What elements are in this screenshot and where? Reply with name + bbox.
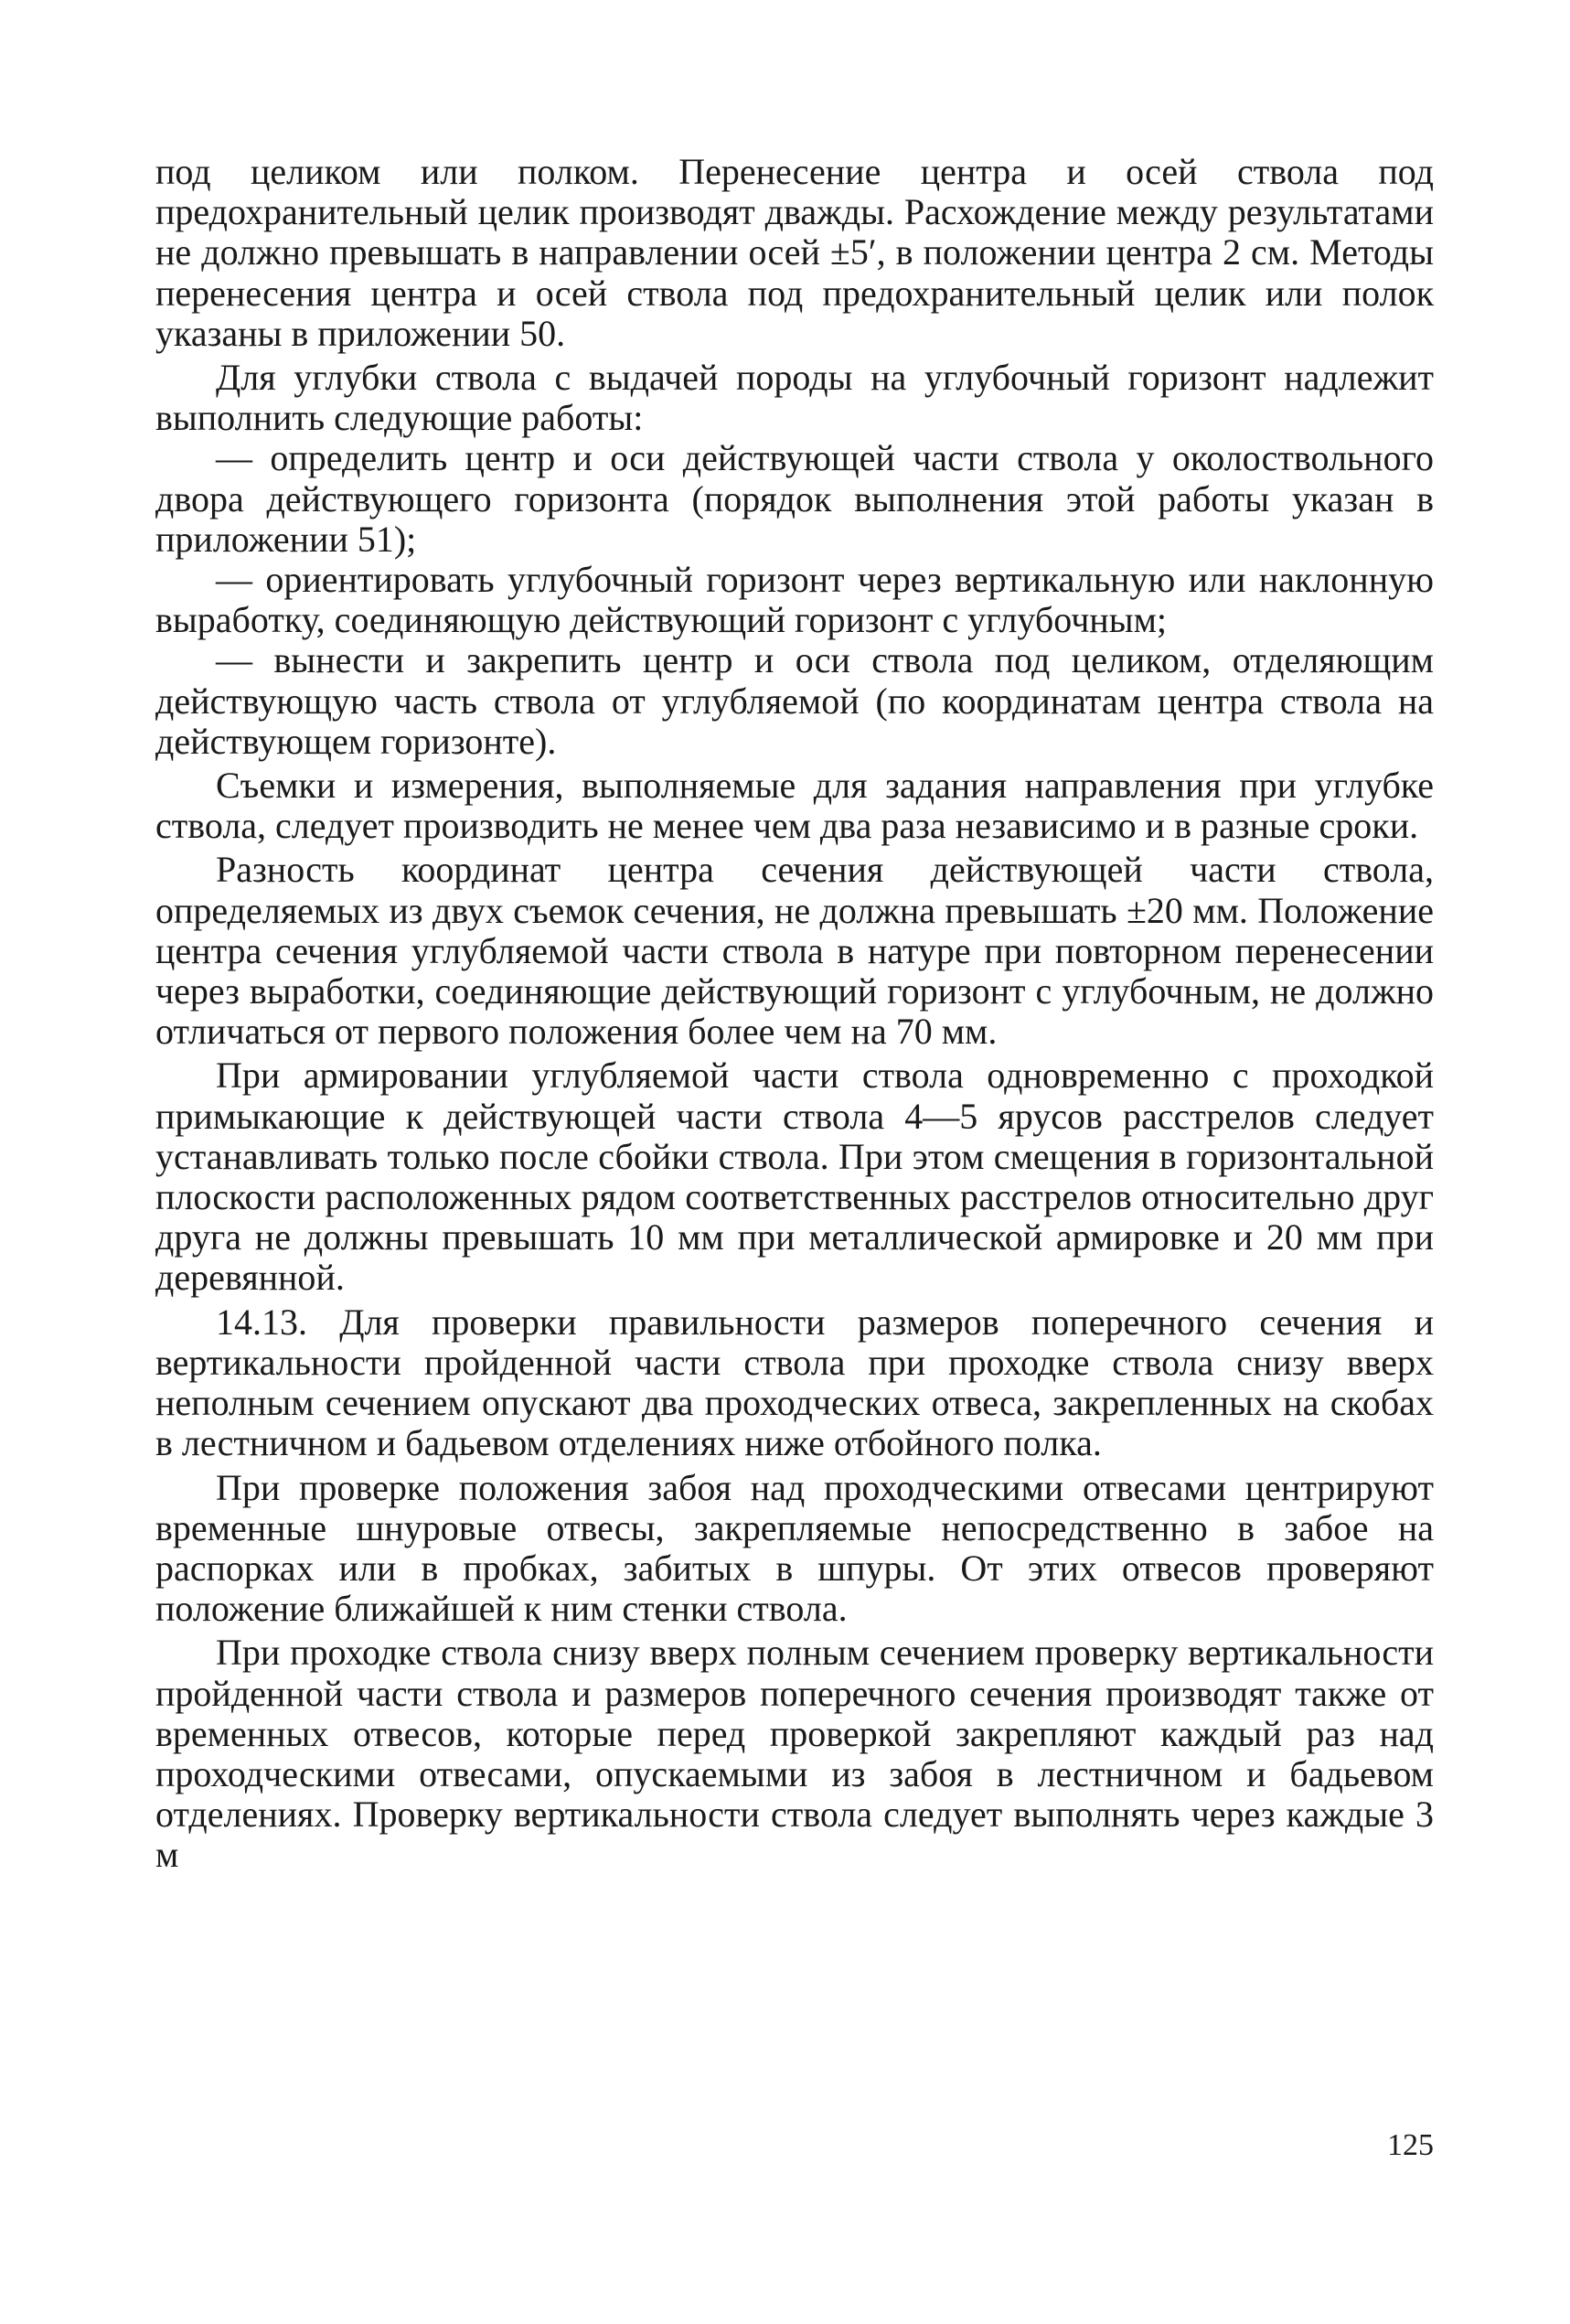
paragraph-section-14-13: 14.13. Для проверки правильности размеров поперечного сечения и вертикальности пройденной части ствола при проходке ствола снизу вверх неполным сечением опускают два проходческих отвеса, закрепленных на скобах в лестничном и бадьевом отделениях ниже отбойного полка. [155, 1301, 1434, 1464]
paragraph-deepening-works: Для углубки ствола с выдачей породы на углубочный горизонт надлежит выполнить следующие работы: [155, 357, 1434, 439]
page-number: 125 [1387, 2128, 1434, 2162]
paragraph-face-check: При проверке положения забоя над проходческими отвесами центрируют временные шнуровые отвесы, закрепляемые непосредственно в забое на распорках или в пробках, забитых в шпуры. От этих отвесов проверяют положение ближайшей к ним стенки ствола. [155, 1466, 1434, 1630]
text-column [155, 152, 1434, 1876]
paragraph-reinforcement: При армировании углубляемой части ствола одновременно с проходкой примыкающие к действующей части ствола 4—5 ярусов расстрелов следует устанавливать только после сбойки ствола. При этом смещения в горизонтальной плоскости расположенных рядом соответственных расстрелов относительно друг друга не должны превышать 10 мм при металлической армировке и 20 мм при деревянной. [155, 1055, 1434, 1299]
paragraph-full-section: При проходке ствола снизу вверх полным сечением проверку вертикальности пройденной части ствола и размеров поперечного сечения производят также от временных отвесов, которые перед проверкой закрепляют каждый раз над проходческими отвесами, опускаемыми из забоя в лестничном и бадьевом отделениях. Проверку вертикальности ствола следует выполнять через каждые 3 м [155, 1632, 1434, 1876]
list-item-determine-center: — определить центр и оси действующей части ствола у околоствольного двора действующего горизонта (порядок выполнения этой работы указан в приложении 51); [155, 437, 1434, 560]
list-item-orient-horizon: — ориентировать углубочный горизонт через вертикальную или наклонную выработку, соединяющую действующий горизонт с углубочным; [155, 559, 1434, 641]
paragraph-surveys: Съемки и измерения, выполняемые для задания направления при углубке ствола, следует производить не менее чем два раза независимо и в разные сроки. [155, 765, 1434, 847]
paragraph-continuation: под целиком или полком. Перенесение центра и осей ствола под предохранительный целик производят дважды. Расхождение между результатами не должно превышать в направлении осей ±5′, в положении центра 2 см. Методы перенесения центра и осей ствола под предохранительный целик или полок указаны в приложении 50. [155, 151, 1434, 354]
list-item-transfer-center: — вынести и закрепить центр и оси ствола под целиком, отделяющим действующую часть ствола от углубляемой (по координатам центра ствола на действующем горизонте). [155, 639, 1434, 762]
paragraph-coordinate-difference: Разность координат центра сечения действующей части ствола, определяемых из двух съемок сечения, не должна превышать ±20 мм. Положение центра сечения углубляемой части ствола в натуре при повторном перенесении через выработки, соединяющие действующий горизонт с углубочным, не должно отличаться от первого положения более чем на 70 мм. [155, 849, 1434, 1053]
